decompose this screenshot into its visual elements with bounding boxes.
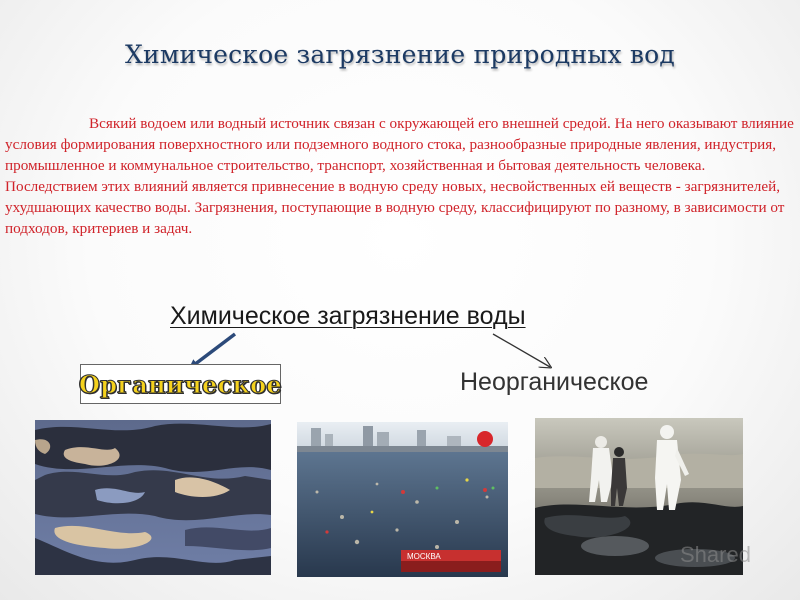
organic-label: Органическое xyxy=(79,369,282,399)
inorganic-label: Неорганическое xyxy=(460,368,649,396)
oil-slick-shore-photo xyxy=(35,420,271,575)
arrow-to-inorganic xyxy=(493,334,550,367)
organic-category-box xyxy=(80,364,281,404)
subtitle-chemical-pollution: Химическое загрязнение воды xyxy=(170,302,526,330)
slide-title: Химическое загрязнение природных вод xyxy=(125,40,675,69)
polluted-river-photo xyxy=(297,422,508,577)
photo-caption: МОСКВА xyxy=(407,552,441,561)
intro-paragraph: Всякий водоем или водный источник связан с окружающей его внешней средой. На него оказывают влияние условия формирования поверхностного или подземного водного стока, разнообразные природные явления, индустрия, промышленное и коммунальное строительство, транспорт, хозяйственная и бытовая деятельность человека. Последствием этих влияний является привнесение в водную среду новых, несвойственных ей веществ - загрязнителей, ухудшающих качество воды. Загрязнения, поступающие в водную среду, классифицируют по разному, в зависимости от подходов, критериев и задач. xyxy=(5,115,794,237)
arrow-to-organic xyxy=(190,334,235,368)
watermark: Shared xyxy=(680,542,751,567)
